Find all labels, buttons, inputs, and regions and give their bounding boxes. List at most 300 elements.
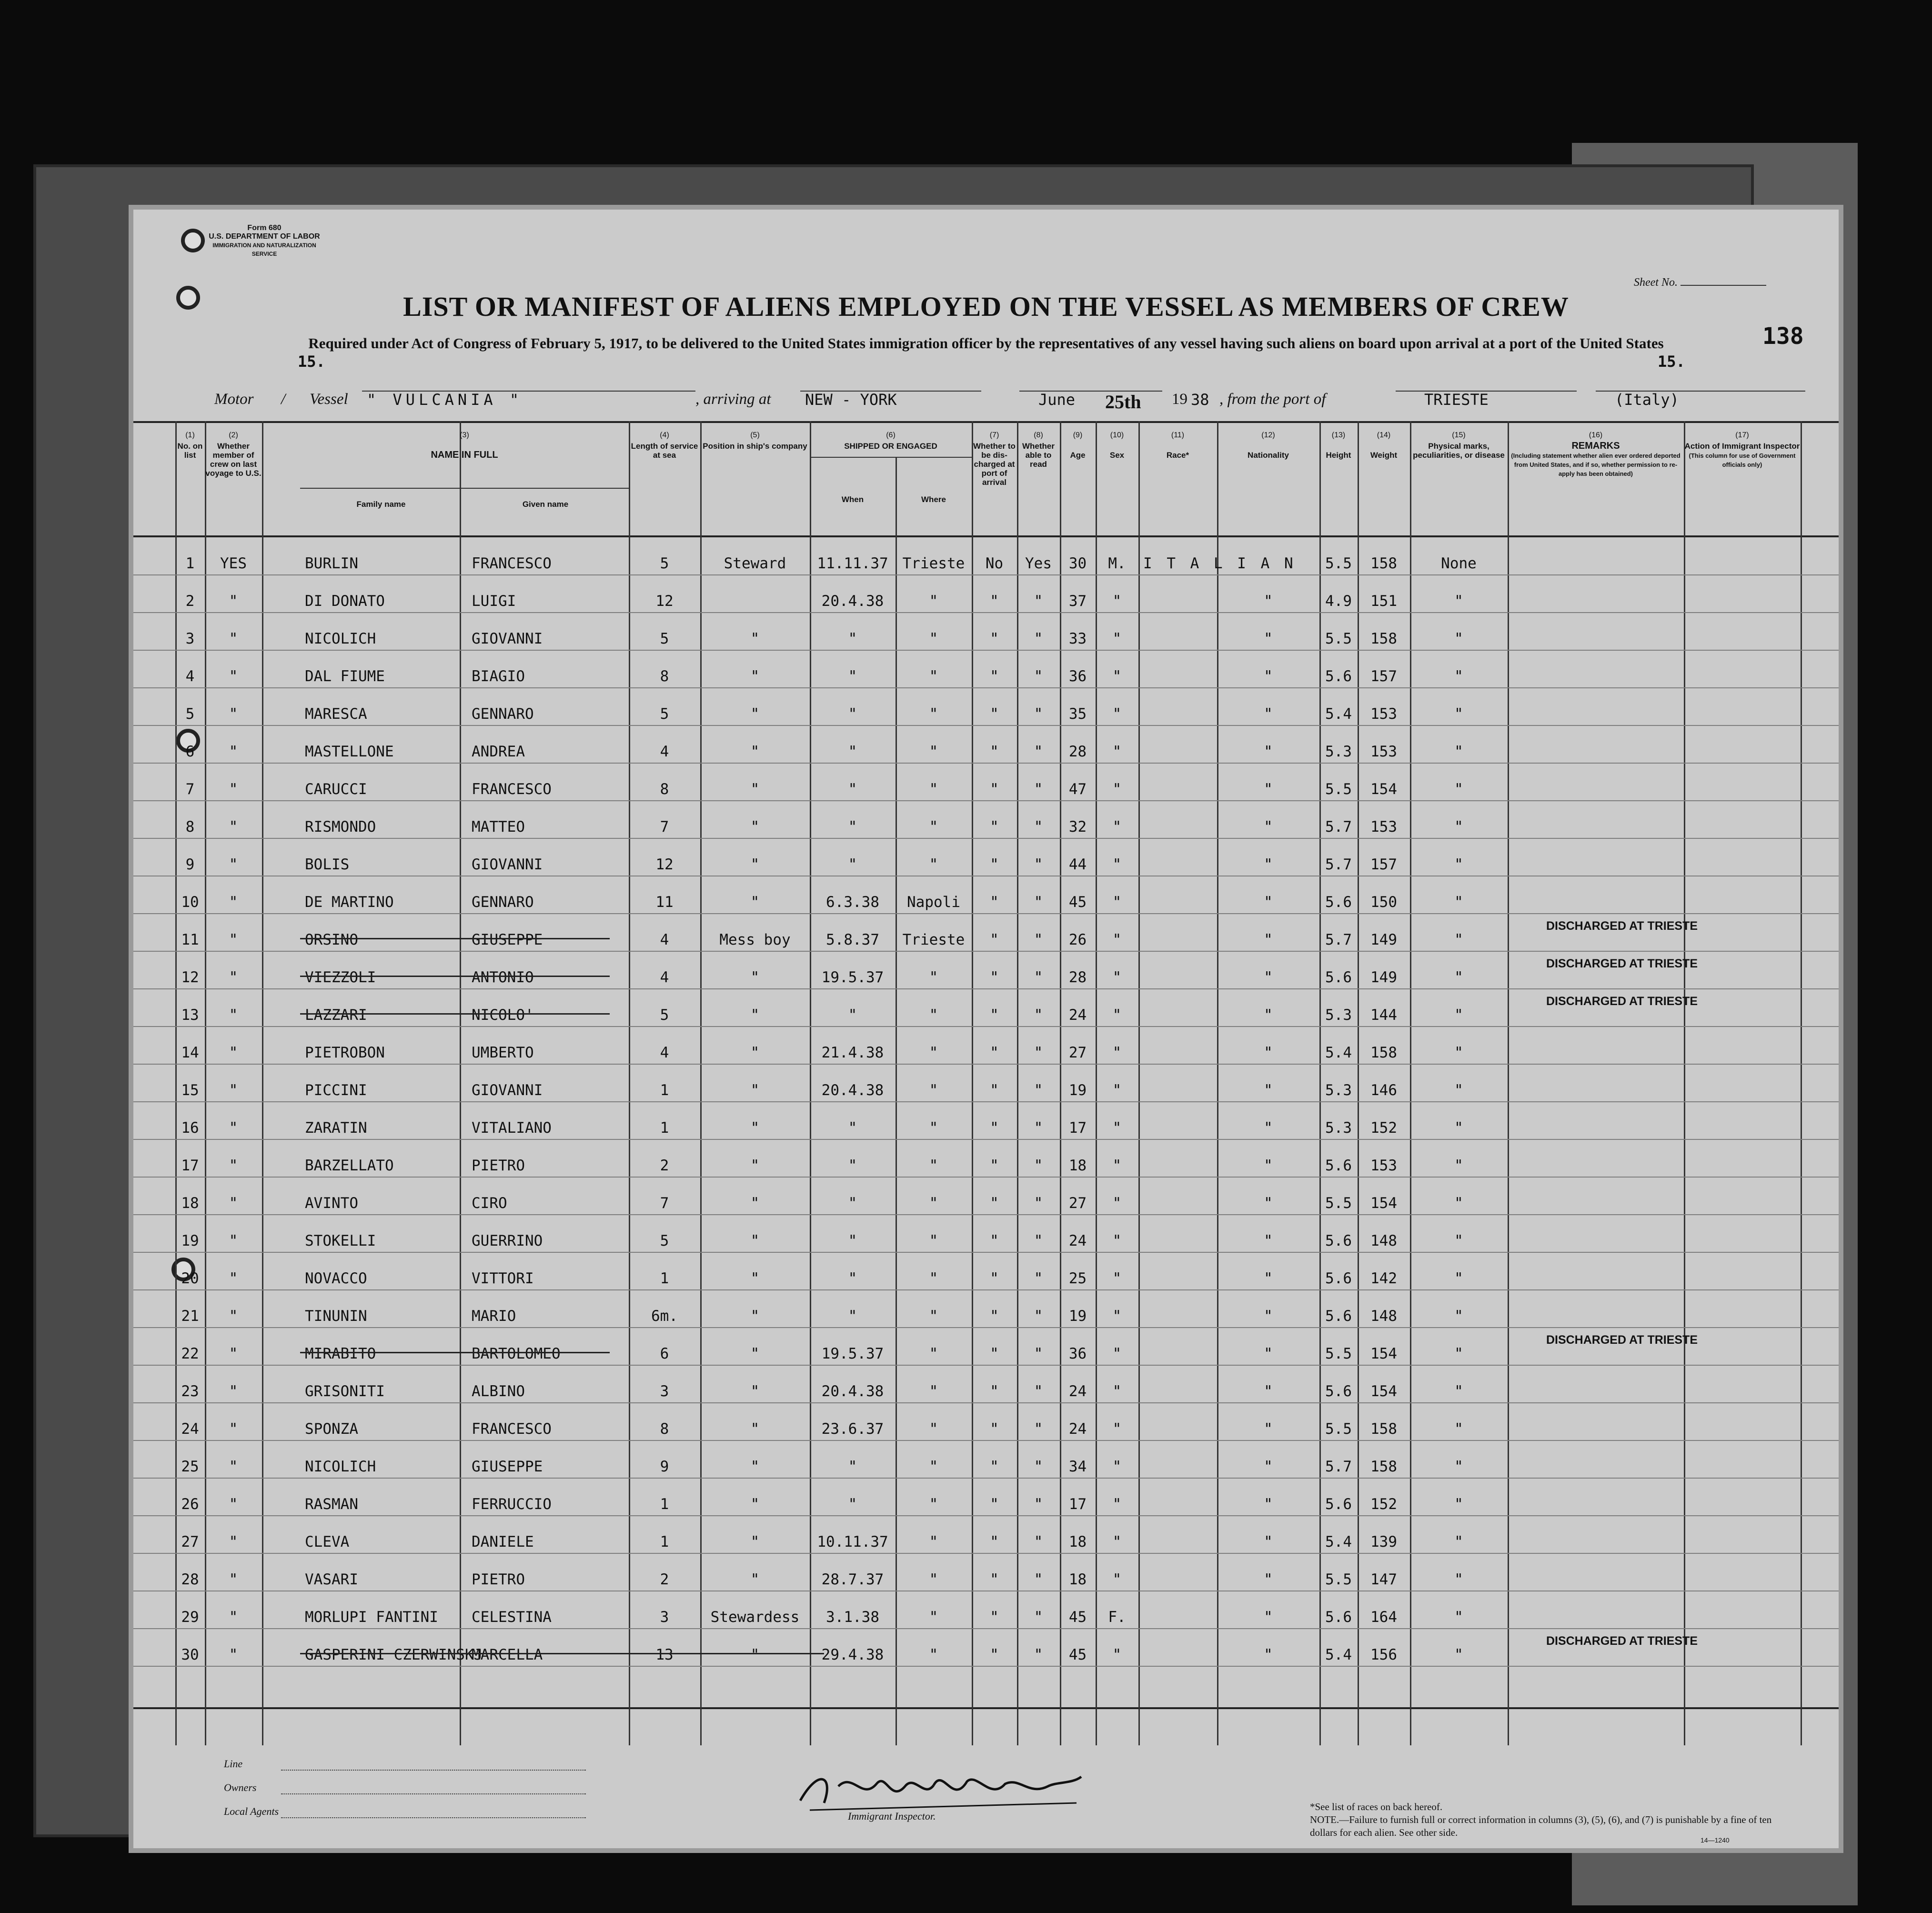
physical-marks-cell: "	[1454, 593, 1463, 610]
vessel-name: " VULCANIA "	[367, 391, 523, 409]
position-cell: "	[750, 1345, 760, 1362]
nationality-cell: "	[1264, 894, 1273, 911]
table-row	[133, 1065, 1839, 1102]
height-cell: 5.4	[1325, 1646, 1352, 1663]
physical-marks-cell: "	[1454, 1157, 1463, 1174]
shipped-when-cell: 28.7.37	[821, 1571, 884, 1588]
family-name-cell: CLEVA	[305, 1533, 350, 1551]
given-name-cell: GIOVANNI	[472, 1082, 543, 1099]
last-voyage-cell: "	[229, 1420, 238, 1438]
shipped-where-cell: "	[929, 1383, 938, 1400]
family-name-cell: ZARATIN	[305, 1119, 367, 1137]
shipped-where-cell: "	[929, 1609, 938, 1626]
sex-cell: "	[1112, 1496, 1122, 1513]
age-cell: 17	[1068, 1119, 1087, 1137]
table-row	[133, 1253, 1839, 1290]
height-cell: 5.3	[1325, 1082, 1352, 1099]
col-header-name: (3) NAME IN FULL	[431, 431, 498, 460]
weight-cell: 151	[1370, 593, 1397, 610]
owners-label: Owners	[224, 1782, 257, 1793]
height-cell: 5.6	[1325, 1383, 1352, 1400]
family-name-cell: NOVACCO	[305, 1270, 367, 1287]
last-voyage-cell: "	[229, 1157, 238, 1174]
col-header-no: (1) No. on list	[177, 431, 203, 460]
last-voyage-cell: "	[229, 1119, 238, 1137]
shipped-when-cell: 19.5.37	[821, 969, 884, 986]
physical-marks-cell: "	[1454, 818, 1463, 836]
weight-cell: 156	[1370, 1646, 1397, 1663]
last-voyage-cell: "	[229, 1308, 238, 1325]
row-number: 23	[181, 1383, 199, 1400]
shipped-where-cell: "	[929, 1232, 938, 1249]
row-number: 19	[181, 1232, 199, 1249]
last-voyage-cell: "	[229, 1496, 238, 1513]
physical-marks-cell: "	[1454, 1609, 1463, 1626]
age-cell: 24	[1068, 1232, 1087, 1249]
sex-cell: "	[1112, 1458, 1122, 1475]
sex-cell: F.	[1108, 1609, 1126, 1626]
row-number: 14	[181, 1044, 199, 1061]
position-cell: Stewardess	[710, 1609, 800, 1626]
nationality-cell: "	[1264, 1082, 1273, 1099]
physical-marks-cell: "	[1454, 1308, 1463, 1325]
last-voyage-cell: "	[229, 1270, 238, 1287]
last-voyage-cell: "	[229, 705, 238, 723]
age-cell: 45	[1068, 1609, 1087, 1626]
table-row	[133, 839, 1839, 876]
weight-cell: 148	[1370, 1308, 1397, 1325]
physical-marks-cell: "	[1454, 856, 1463, 873]
table-row	[133, 1479, 1839, 1516]
discharged-cell: "	[990, 818, 999, 836]
read-cell: "	[1034, 1119, 1043, 1137]
height-cell: 5.7	[1325, 818, 1352, 836]
height-cell: 5.7	[1325, 931, 1352, 948]
discharged-cell: "	[990, 1270, 999, 1287]
nationality-cell: "	[1264, 1458, 1273, 1475]
remark-stamp: DISCHARGED AT TRIESTE	[1546, 1333, 1698, 1347]
last-voyage-cell: "	[229, 781, 238, 798]
read-cell: "	[1034, 1232, 1043, 1249]
nationality-cell: "	[1264, 630, 1273, 647]
service-cell: 9	[660, 1458, 669, 1475]
page-number: 138	[1762, 323, 1804, 350]
nationality-cell: "	[1264, 1195, 1273, 1212]
position-cell: "	[750, 630, 760, 647]
service-cell: 7	[660, 1195, 669, 1212]
discharged-cell: "	[990, 1308, 999, 1325]
shipped-when-cell: "	[848, 1496, 857, 1513]
position-cell: "	[750, 894, 760, 911]
table-row	[133, 1027, 1839, 1065]
discharged-cell: "	[990, 931, 999, 948]
service-cell: 8	[660, 668, 669, 685]
discharged-cell: "	[990, 1533, 999, 1551]
table-row	[133, 1178, 1839, 1215]
read-cell: "	[1034, 1571, 1043, 1588]
weight-cell: 153	[1370, 705, 1397, 723]
age-cell: 19	[1068, 1082, 1087, 1099]
position-cell: "	[750, 1533, 760, 1551]
shipped-where-cell: Napoli	[907, 894, 960, 911]
shipped-when-cell: 11.11.37	[817, 555, 888, 572]
sex-cell: "	[1112, 593, 1122, 610]
age-cell: 45	[1068, 1646, 1087, 1663]
col-header-given-name: Given name	[522, 500, 569, 509]
discharged-cell: "	[990, 1044, 999, 1061]
given-name-cell: ALBINO	[472, 1383, 525, 1400]
age-cell: 35	[1068, 705, 1087, 723]
vessel-slash: /	[281, 391, 286, 408]
discharged-cell: "	[990, 1232, 999, 1249]
row-number: 28	[181, 1571, 199, 1588]
shipped-when-cell: "	[848, 818, 857, 836]
read-cell: "	[1034, 1195, 1043, 1212]
row-number: 2	[185, 593, 195, 610]
shipped-where-cell: "	[929, 1044, 938, 1061]
given-name-cell: ANTONIO	[472, 969, 534, 986]
age-cell: 18	[1068, 1157, 1087, 1174]
nationality-cell: "	[1264, 1308, 1273, 1325]
row-number: 16	[181, 1119, 199, 1137]
vessel-label: Vessel	[310, 391, 348, 408]
discharged-cell: "	[990, 1420, 999, 1438]
height-cell: 5.6	[1325, 1232, 1352, 1249]
last-voyage-cell: "	[229, 1195, 238, 1212]
last-voyage-cell: "	[229, 1383, 238, 1400]
age-cell: 28	[1068, 969, 1087, 986]
discharged-cell: "	[990, 856, 999, 873]
position-cell: "	[750, 1270, 760, 1287]
nationality-cell: "	[1264, 1420, 1273, 1438]
age-cell: 25	[1068, 1270, 1087, 1287]
height-cell: 5.6	[1325, 1157, 1352, 1174]
age-cell: 27	[1068, 1195, 1087, 1212]
col-header-read: (8) Whether able to read	[1022, 431, 1055, 469]
position-cell: "	[750, 1308, 760, 1325]
physical-marks-cell: "	[1454, 743, 1463, 760]
position-cell: "	[750, 705, 760, 723]
physical-marks-cell: "	[1454, 1646, 1463, 1663]
given-name-cell: FRANCESCO	[472, 555, 552, 572]
nationality-cell: "	[1264, 969, 1273, 986]
service-cell: 6m.	[651, 1308, 678, 1325]
weight-cell: 164	[1370, 1609, 1397, 1626]
row-number: 25	[181, 1458, 199, 1475]
family-name-cell: PIETROBON	[305, 1044, 385, 1061]
shipped-where-cell: "	[929, 1420, 938, 1438]
physical-marks-cell: "	[1454, 894, 1463, 911]
given-name-cell: GENNARO	[472, 705, 534, 723]
physical-marks-cell: "	[1454, 1195, 1463, 1212]
nationality-cell: "	[1264, 1496, 1273, 1513]
shipped-where-cell: "	[929, 1195, 938, 1212]
strike-through-line	[300, 1352, 610, 1353]
sex-cell: "	[1112, 1082, 1122, 1099]
table-row	[133, 613, 1839, 651]
table-row	[133, 651, 1839, 688]
table-row	[133, 952, 1839, 989]
family-name-cell: VIEZZOLI	[305, 969, 376, 986]
discharged-cell: "	[990, 705, 999, 723]
shipped-where-cell: "	[929, 593, 938, 610]
shipped-when-cell: 19.5.37	[821, 1345, 884, 1362]
service-cell: 3	[660, 1383, 669, 1400]
position-cell: "	[750, 1044, 760, 1061]
read-cell: "	[1034, 630, 1043, 647]
page-subtitle: Required under Act of Congress of February 5, 1917, to be delivered to the United States immigration officer by the representatives of any vessel having such aliens on board upon arrival at a port of the United States	[308, 335, 1664, 352]
family-name-cell: GRISONITI	[305, 1383, 385, 1400]
discharged-cell: "	[990, 1157, 999, 1174]
age-cell: 47	[1068, 781, 1087, 798]
table-row	[133, 1215, 1839, 1253]
family-name-cell: NICOLICH	[305, 630, 376, 647]
sex-cell: "	[1112, 705, 1122, 723]
table-row	[133, 1290, 1839, 1328]
strike-through-line	[300, 938, 610, 939]
last-voyage-cell: "	[229, 969, 238, 986]
col-header-inspector-action: (17) Action of Immigrant Inspector (This column for use of Government officials only)	[1684, 431, 1800, 468]
col-header-weight: (14) Weight	[1370, 431, 1398, 460]
nationality-cell: "	[1264, 593, 1273, 610]
service-cell: 1	[660, 1119, 669, 1137]
shipped-when-cell: 10.11.37	[817, 1533, 888, 1551]
position-cell: "	[750, 1082, 760, 1099]
age-cell: 34	[1068, 1458, 1087, 1475]
sex-cell: "	[1112, 1007, 1122, 1024]
age-cell: 37	[1068, 593, 1087, 610]
weight-cell: 154	[1370, 781, 1397, 798]
read-cell: "	[1034, 1157, 1043, 1174]
line-label: Line	[224, 1758, 243, 1770]
physical-marks-cell: "	[1454, 1458, 1463, 1475]
weight-cell: 152	[1370, 1496, 1397, 1513]
sex-cell: "	[1112, 630, 1122, 647]
service-cell: 1	[660, 1533, 669, 1551]
sex-cell: "	[1112, 1195, 1122, 1212]
sheet-number-field: Sheet No.	[1634, 276, 1766, 289]
family-name-cell: LAZZARI	[305, 1007, 367, 1024]
shipped-where-cell: "	[929, 781, 938, 798]
shipped-where-cell: "	[929, 1308, 938, 1325]
nationality-cell: "	[1264, 818, 1273, 836]
arrival-year: 38	[1191, 391, 1209, 409]
table-row	[133, 1629, 1839, 1667]
margin-note: 15.	[1658, 352, 1685, 371]
nationality-cell: "	[1264, 1270, 1273, 1287]
sex-cell: "	[1112, 1157, 1122, 1174]
discharged-cell: "	[990, 1571, 999, 1588]
weight-cell: 154	[1370, 1345, 1397, 1362]
sex-cell: "	[1112, 781, 1122, 798]
family-name-cell: SPONZA	[305, 1420, 358, 1438]
arrival-month: June	[1038, 391, 1076, 409]
col-header-height: (13) Height	[1326, 431, 1351, 460]
service-cell: 8	[660, 1420, 669, 1438]
table-row	[133, 1554, 1839, 1591]
family-name-cell: MASTELLONE	[305, 743, 394, 760]
read-cell: "	[1034, 1082, 1043, 1099]
given-name-cell: GENNARO	[472, 894, 534, 911]
last-voyage-cell: "	[229, 1458, 238, 1475]
nationality-cell: "	[1264, 1232, 1273, 1249]
print-code: 14—1240	[1701, 1836, 1730, 1844]
weight-cell: 154	[1370, 1383, 1397, 1400]
discharged-cell: "	[990, 593, 999, 610]
row-number: 24	[181, 1420, 199, 1438]
shipped-where-cell: "	[929, 969, 938, 986]
origin-port: TRIESTE	[1424, 391, 1489, 409]
family-name-cell: BARZELLATO	[305, 1157, 394, 1174]
sex-cell: M.	[1108, 555, 1126, 572]
height-cell: 5.4	[1325, 1533, 1352, 1551]
last-voyage-cell: "	[229, 593, 238, 610]
shipped-where-cell: "	[929, 1270, 938, 1287]
age-cell: 32	[1068, 818, 1087, 836]
height-cell: 5.6	[1325, 1609, 1352, 1626]
nationality-cell: "	[1264, 1609, 1273, 1626]
given-name-cell: CELESTINA	[472, 1609, 552, 1626]
service-cell: 4	[660, 931, 669, 948]
given-name-cell: UMBERTO	[472, 1044, 534, 1061]
read-cell: "	[1034, 1007, 1043, 1024]
sex-cell: "	[1112, 1571, 1122, 1588]
service-cell: 5	[660, 630, 669, 647]
family-name-cell: DAL FIUME	[305, 668, 385, 685]
physical-marks-cell: "	[1454, 1533, 1463, 1551]
read-cell: "	[1034, 1308, 1043, 1325]
col-header-service: (4) Length of service at sea	[631, 431, 698, 460]
height-cell: 5.5	[1325, 555, 1352, 572]
discharged-cell: "	[990, 1646, 999, 1663]
age-cell: 45	[1068, 894, 1087, 911]
height-cell: 5.7	[1325, 856, 1352, 873]
shipped-when-cell: 20.4.38	[821, 593, 884, 610]
service-cell: 4	[660, 743, 669, 760]
remark-stamp: DISCHARGED AT TRIESTE	[1546, 957, 1698, 970]
weight-cell: 147	[1370, 1571, 1397, 1588]
shipped-where-cell: "	[929, 1007, 938, 1024]
from-port-label: , from the port of	[1219, 391, 1326, 408]
shipped-where-cell: "	[929, 668, 938, 685]
col-header-age: (9) Age	[1070, 431, 1086, 460]
family-name-cell: TINUNIN	[305, 1308, 367, 1325]
discharged-cell: "	[990, 743, 999, 760]
weight-cell: 146	[1370, 1082, 1397, 1099]
shipped-when-cell: "	[848, 1119, 857, 1137]
position-cell: "	[750, 668, 760, 685]
discharged-cell: "	[990, 1345, 999, 1362]
agents-label: Local Agents	[224, 1805, 279, 1817]
position-cell: Mess boy	[719, 931, 791, 948]
service-cell: 5	[660, 1232, 669, 1249]
age-cell: 19	[1068, 1308, 1087, 1325]
physical-marks-cell: "	[1454, 668, 1463, 685]
read-cell: "	[1034, 969, 1043, 986]
height-cell: 5.6	[1325, 1308, 1352, 1325]
inspector-signature	[791, 1758, 1086, 1820]
nationality-cell: "	[1264, 668, 1273, 685]
age-cell: 26	[1068, 931, 1087, 948]
service-cell: 12	[655, 593, 674, 610]
weight-cell: 158	[1370, 555, 1397, 572]
given-name-cell: DANIELE	[472, 1533, 534, 1551]
age-cell: 24	[1068, 1420, 1087, 1438]
position-cell: "	[750, 781, 760, 798]
punch-hole	[181, 229, 205, 252]
manifest-footer	[133, 1748, 1839, 1843]
physical-marks-cell: "	[1454, 1082, 1463, 1099]
sex-cell: "	[1112, 668, 1122, 685]
sex-cell: "	[1112, 1044, 1122, 1061]
manifest-page	[133, 210, 1839, 1848]
height-cell: 5.7	[1325, 1458, 1352, 1475]
weight-cell: 152	[1370, 1119, 1397, 1137]
discharged-cell: "	[990, 1496, 999, 1513]
given-name-cell: GIUSEPPE	[472, 931, 543, 948]
family-name-cell: BURLIN	[305, 555, 358, 572]
family-name-cell: RISMONDO	[305, 818, 376, 836]
table-row	[133, 538, 1839, 575]
shipped-where-cell: "	[929, 856, 938, 873]
weight-cell: 158	[1370, 1420, 1397, 1438]
physical-marks-cell: "	[1454, 705, 1463, 723]
arrival-port: NEW - YORK	[805, 391, 897, 409]
shipped-when-cell: 20.4.38	[821, 1082, 884, 1099]
table-row	[133, 1403, 1839, 1441]
row-number: 21	[181, 1308, 199, 1325]
height-cell: 5.5	[1325, 1571, 1352, 1588]
col-header-shipped: (6) SHIPPED OR ENGAGED	[844, 431, 937, 451]
height-cell: 4.9	[1325, 593, 1352, 610]
nationality-cell: "	[1264, 743, 1273, 760]
table-row	[133, 575, 1839, 613]
service-cell: 1	[660, 1082, 669, 1099]
table-row	[133, 1140, 1839, 1178]
age-cell: 33	[1068, 630, 1087, 647]
manifest-table	[133, 421, 1839, 1745]
height-cell: 5.5	[1325, 630, 1352, 647]
physical-marks-cell: "	[1454, 969, 1463, 986]
read-cell: "	[1034, 668, 1043, 685]
row-number: 9	[185, 856, 195, 873]
sex-cell: "	[1112, 1345, 1122, 1362]
vessel-prefix: Motor	[214, 391, 254, 408]
position-cell: "	[750, 1571, 760, 1588]
sex-cell: "	[1112, 743, 1122, 760]
weight-cell: 157	[1370, 668, 1397, 685]
service-cell: 1	[660, 1496, 669, 1513]
physical-marks-cell: "	[1454, 1345, 1463, 1362]
strike-through-line	[300, 1013, 610, 1015]
nationality-cell: "	[1264, 1007, 1273, 1024]
table-row	[133, 764, 1839, 801]
family-name-cell: GASPERINI CZERWINSKJ	[305, 1646, 483, 1663]
discharged-cell: "	[990, 781, 999, 798]
read-cell: Yes	[1025, 555, 1052, 572]
sex-cell: "	[1112, 894, 1122, 911]
physical-marks-cell: "	[1454, 1270, 1463, 1287]
nationality-cell: "	[1264, 856, 1273, 873]
remark-stamp: DISCHARGED AT TRIESTE	[1546, 919, 1698, 933]
given-name-cell: GIOVANNI	[472, 856, 543, 873]
position-cell: "	[750, 1157, 760, 1174]
service-cell: 11	[655, 894, 674, 911]
origin-country: (Italy)	[1615, 391, 1679, 409]
discharged-cell: "	[990, 1082, 999, 1099]
position-cell: "	[750, 1195, 760, 1212]
sex-cell: "	[1112, 969, 1122, 986]
